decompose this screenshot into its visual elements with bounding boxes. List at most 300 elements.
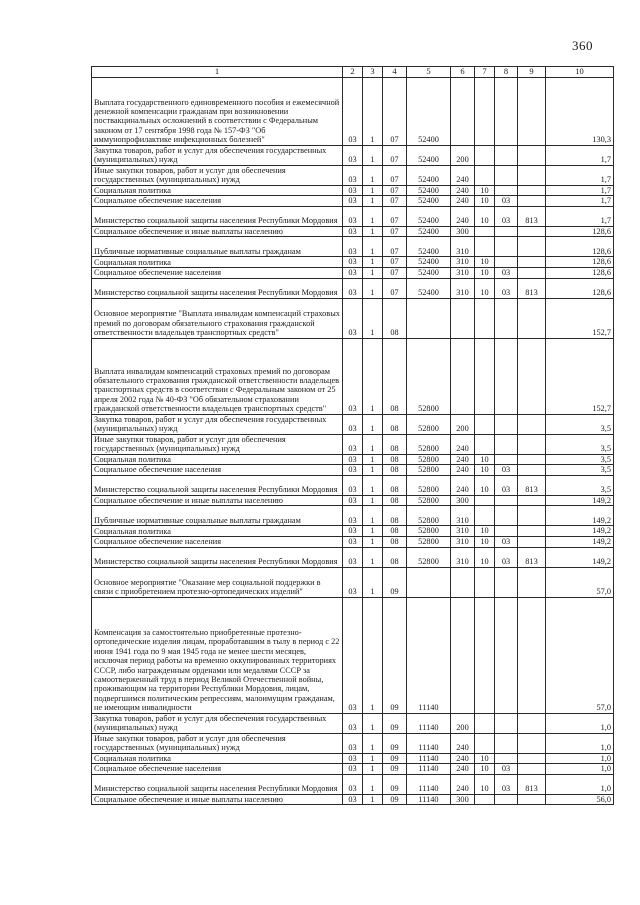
cell-col-3: 1 [363,536,383,547]
cell-description: Публичные нормативные социальные выплаты гражданам [92,506,343,526]
cell-amount: 149,2 [546,526,614,537]
cell-col-7: 10 [475,536,495,547]
cell-col-6: 240 [451,454,475,465]
cell-col-5: 52400 [407,185,451,196]
table-row [92,764,614,775]
cell-col-9 [518,567,546,597]
cell-col-3: 1 [363,526,383,537]
cell-description: Социальная политика [92,454,343,465]
cell-amount: 128,6 [546,237,614,257]
cell-col-8 [495,298,518,338]
cell-col-6: 240 [451,764,475,775]
cell-amount: 1,0 [546,764,614,775]
cell-col-6 [451,77,475,145]
table-row [92,567,614,597]
cell-col-7 [475,597,495,713]
cell-col-2: 03 [343,733,363,753]
cell-col-4: 07 [383,165,407,185]
cell-amount: 1,7 [546,185,614,196]
cell-col-7: 10 [475,465,495,476]
cell-col-5: 52400 [407,267,451,278]
cell-col-7 [475,506,495,526]
cell-col-3: 1 [363,454,383,465]
cell-col-4: 09 [383,713,407,733]
cell-col-3: 1 [363,278,383,298]
cell-col-9: 813 [518,206,546,226]
cell-col-3: 1 [363,794,383,805]
cell-col-3: 1 [363,475,383,495]
cell-col-9 [518,185,546,196]
cell-col-8 [495,414,518,434]
table-row [92,267,614,278]
cell-col-2: 03 [343,547,363,567]
cell-col-8: 03 [495,774,518,794]
cell-description: Социальное обеспечение населения [92,196,343,207]
cell-col-4: 09 [383,733,407,753]
header-amount: 10 [546,67,614,78]
cell-col-6: 240 [451,165,475,185]
cell-col-3: 1 [363,338,383,414]
cell-amount: 3,5 [546,465,614,476]
cell-col-3: 1 [363,733,383,753]
cell-col-7 [475,226,495,237]
cell-col-5: 52800 [407,547,451,567]
cell-col-6: 310 [451,267,475,278]
cell-amount: 149,2 [546,506,614,526]
cell-col-3: 1 [363,547,383,567]
cell-col-5: 11140 [407,733,451,753]
cell-col-9 [518,495,546,506]
cell-col-8 [495,257,518,268]
table-row [92,753,614,764]
cell-col-2: 03 [343,298,363,338]
cell-col-7: 10 [475,753,495,764]
table-row [92,774,614,794]
cell-col-8: 03 [495,465,518,476]
cell-col-4: 07 [383,226,407,237]
cell-col-4: 09 [383,794,407,805]
cell-col-6: 240 [451,434,475,454]
cell-col-2: 03 [343,567,363,597]
cell-col-4: 09 [383,764,407,775]
cell-col-3: 1 [363,597,383,713]
cell-col-3: 1 [363,465,383,476]
cell-amount: 149,2 [546,536,614,547]
cell-col-7: 10 [475,764,495,775]
cell-col-9 [518,733,546,753]
cell-col-5 [407,567,451,597]
cell-col-5: 52800 [407,338,451,414]
cell-description: Социальная политика [92,753,343,764]
cell-col-7: 10 [475,196,495,207]
cell-description: Социальное обеспечение населения [92,536,343,547]
cell-col-4: 08 [383,298,407,338]
cell-amount: 152,7 [546,338,614,414]
cell-col-8 [495,526,518,537]
cell-col-3: 1 [363,774,383,794]
cell-col-5: 52800 [407,526,451,537]
cell-col-7 [475,794,495,805]
table-row [92,733,614,753]
cell-col-8 [495,733,518,753]
cell-col-3: 1 [363,257,383,268]
cell-col-7 [475,298,495,338]
cell-col-5: 52400 [407,278,451,298]
table-row [92,465,614,476]
cell-col-5: 52800 [407,506,451,526]
table-row [92,506,614,526]
cell-col-2: 03 [343,237,363,257]
table-row [92,77,614,145]
cell-col-3: 1 [363,713,383,733]
cell-col-3: 1 [363,196,383,207]
cell-col-9 [518,526,546,537]
cell-amount: 3,5 [546,414,614,434]
cell-col-8 [495,753,518,764]
cell-col-5: 52400 [407,226,451,237]
cell-col-4: 07 [383,267,407,278]
cell-col-7 [475,165,495,185]
cell-col-7 [475,713,495,733]
cell-description: Социальное обеспечение и иные выплаты населению [92,495,343,506]
cell-col-8 [495,145,518,165]
cell-col-3: 1 [363,267,383,278]
cell-description: Публичные нормативные социальные выплаты гражданам [92,237,343,257]
cell-col-6: 240 [451,774,475,794]
cell-col-9 [518,298,546,338]
cell-amount: 1,0 [546,733,614,753]
cell-col-9 [518,597,546,713]
cell-col-7 [475,434,495,454]
cell-col-8: 03 [495,278,518,298]
cell-col-3: 1 [363,145,383,165]
cell-col-6: 310 [451,506,475,526]
cell-amount: 149,2 [546,547,614,567]
header-col-2: 2 [343,67,363,78]
cell-col-5: 11140 [407,774,451,794]
cell-col-6: 310 [451,237,475,257]
cell-col-3: 1 [363,206,383,226]
cell-col-6: 240 [451,733,475,753]
cell-col-4: 08 [383,506,407,526]
cell-col-7: 10 [475,185,495,196]
cell-col-4: 08 [383,338,407,414]
cell-col-5: 11140 [407,794,451,805]
table-row [92,338,614,414]
cell-description: Министерство социальной защиты населения Республики Мордовия [92,774,343,794]
cell-col-5: 52400 [407,206,451,226]
cell-description: Министерство социальной защиты населения Республики Мордовия [92,206,343,226]
cell-col-5: 52800 [407,465,451,476]
cell-col-5: 11140 [407,713,451,733]
cell-col-8: 03 [495,547,518,567]
table-row [92,237,614,257]
cell-col-4: 08 [383,526,407,537]
cell-col-3: 1 [363,226,383,237]
cell-col-3: 1 [363,567,383,597]
cell-col-9 [518,145,546,165]
cell-col-8 [495,226,518,237]
table-row [92,794,614,805]
cell-description: Социальная политика [92,257,343,268]
cell-amount: 1,7 [546,165,614,185]
cell-amount: 3,5 [546,434,614,454]
cell-col-9 [518,196,546,207]
cell-col-6: 310 [451,278,475,298]
cell-col-4: 08 [383,547,407,567]
cell-description: Иные закупки товаров, работ и услуг для обеспечения государственных (муниципальных) нужд [92,165,343,185]
header-col-8: 8 [495,67,518,78]
table-row [92,597,614,713]
cell-amount: 3,5 [546,475,614,495]
cell-col-5: 11140 [407,597,451,713]
table-row [92,278,614,298]
cell-amount: 128,6 [546,226,614,237]
cell-col-6 [451,338,475,414]
cell-col-5: 52400 [407,237,451,257]
cell-col-8: 03 [495,196,518,207]
cell-col-3: 1 [363,495,383,506]
cell-col-2: 03 [343,454,363,465]
cell-col-8 [495,794,518,805]
cell-description: Министерство социальной защиты населения Республики Мордовия [92,278,343,298]
cell-col-8 [495,713,518,733]
cell-amount: 128,6 [546,278,614,298]
cell-col-7 [475,495,495,506]
cell-col-8 [495,567,518,597]
cell-col-6 [451,298,475,338]
cell-amount: 149,2 [546,495,614,506]
cell-col-9 [518,77,546,145]
cell-col-2: 03 [343,77,363,145]
cell-col-7 [475,77,495,145]
cell-col-6: 310 [451,536,475,547]
cell-col-4: 07 [383,206,407,226]
cell-col-6: 240 [451,185,475,196]
cell-description: Социальное обеспечение населения [92,465,343,476]
cell-amount: 1,7 [546,196,614,207]
cell-col-7: 10 [475,257,495,268]
cell-col-5: 52400 [407,77,451,145]
cell-amount: 128,6 [546,257,614,268]
cell-amount: 128,6 [546,267,614,278]
table-row [92,526,614,537]
cell-col-6: 200 [451,713,475,733]
cell-col-9 [518,506,546,526]
cell-amount: 57,0 [546,597,614,713]
cell-col-2: 03 [343,434,363,454]
cell-col-8 [495,77,518,145]
cell-col-5: 11140 [407,764,451,775]
header-col-6: 6 [451,67,475,78]
cell-col-2: 03 [343,536,363,547]
cell-col-2: 03 [343,526,363,537]
cell-col-4: 07 [383,257,407,268]
cell-col-3: 1 [363,506,383,526]
cell-col-2: 03 [343,338,363,414]
cell-description: Основное мероприятие "Оказание мер социальной поддержки в связи с приобретением протезно-ортопедических изделий" [92,567,343,597]
cell-col-7 [475,733,495,753]
table-row [92,454,614,465]
cell-col-9: 813 [518,774,546,794]
cell-col-7 [475,414,495,434]
cell-col-2: 03 [343,278,363,298]
cell-col-2: 03 [343,597,363,713]
cell-col-3: 1 [363,753,383,764]
header-col-9: 9 [518,67,546,78]
cell-col-4: 08 [383,495,407,506]
cell-col-6 [451,567,475,597]
cell-col-6: 300 [451,495,475,506]
cell-col-7: 10 [475,526,495,537]
cell-col-2: 03 [343,495,363,506]
table-row [92,536,614,547]
cell-col-7: 10 [475,206,495,226]
table-row [92,226,614,237]
cell-description: Закупка товаров, работ и услуг для обеспечения государственных (муниципальных) нужд [92,414,343,434]
cell-description: Социальное обеспечение населения [92,267,343,278]
cell-col-5: 11140 [407,753,451,764]
cell-col-8 [495,185,518,196]
cell-col-2: 03 [343,475,363,495]
cell-col-3: 1 [363,237,383,257]
cell-col-5: 52400 [407,165,451,185]
cell-col-9 [518,267,546,278]
cell-amount: 130,3 [546,77,614,145]
cell-description: Социальное обеспечение населения [92,764,343,775]
cell-col-2: 03 [343,185,363,196]
cell-description: Иные закупки товаров, работ и услуг для обеспечения государственных (муниципальных) нужд [92,733,343,753]
cell-col-9 [518,794,546,805]
cell-col-8: 03 [495,475,518,495]
table-row [92,414,614,434]
cell-col-4: 07 [383,77,407,145]
cell-col-4: 07 [383,278,407,298]
cell-col-9 [518,434,546,454]
table-row [92,257,614,268]
cell-col-7: 10 [475,278,495,298]
cell-col-2: 03 [343,753,363,764]
cell-col-7: 10 [475,547,495,567]
cell-col-9 [518,226,546,237]
cell-amount: 152,7 [546,298,614,338]
cell-col-7: 10 [475,475,495,495]
cell-col-4: 08 [383,475,407,495]
cell-col-9: 813 [518,475,546,495]
cell-col-8: 03 [495,267,518,278]
table-row [92,547,614,567]
cell-amount: 3,5 [546,454,614,465]
cell-col-7 [475,237,495,257]
cell-col-2: 03 [343,196,363,207]
cell-col-9 [518,536,546,547]
cell-col-9 [518,454,546,465]
cell-col-6: 310 [451,547,475,567]
cell-description: Иные закупки товаров, работ и услуг для обеспечения государственных (муниципальных) нужд [92,434,343,454]
cell-col-3: 1 [363,77,383,145]
cell-col-4: 08 [383,434,407,454]
cell-description: Компенсация за самостоятельно приобретенные протезно-ортопедические изделия лицам, проработавшим в тылу в период с 22 июня 1941 года по 9 мая 1945 года не менее шести месяцев, исключая период работы на временно оккупированных территориях СССР, либо награжденным орденами или медалями СССР за самоотверженный труд в период Великой Отечественной войны, проживающим на территории Республики Мордовия, лицам, подвергшимся политическим репрессиям, малоимущим гражданам, не имеющим инвалидности [92,597,343,713]
cell-col-5: 52800 [407,475,451,495]
cell-col-4: 08 [383,536,407,547]
cell-col-2: 03 [343,713,363,733]
cell-col-6: 200 [451,145,475,165]
cell-description: Закупка товаров, работ и услуг для обеспечения государственных (муниципальных) нужд [92,713,343,733]
cell-description: Выплата государственного единовременного пособия и ежемесячной денежной компенсации гражданам при возникновении поствакцинальных осложнений в соответствии с Федеральным законом от 17 сентября 1998 года № 157-ФЗ "Об иммунопрофилактике инфекционных болезней" [92,77,343,145]
cell-col-6: 300 [451,226,475,237]
page-number: 360 [572,38,593,53]
cell-col-3: 1 [363,434,383,454]
cell-col-9 [518,764,546,775]
cell-description: Выплата инвалидам компенсаций страховых премий по договорам обязательного страхования гражданской ответственности владельцев транспортных средств в соответствии с Федеральным законом от 25 апреля 2002 года № 40-ФЗ "Об обязательном страховании гражданской ответственности владельцев транспортных средств" [92,338,343,414]
cell-description: Министерство социальной защиты населения Республики Мордовия [92,475,343,495]
cell-col-8 [495,434,518,454]
cell-col-9 [518,414,546,434]
cell-col-7: 10 [475,774,495,794]
table-row [92,206,614,226]
cell-col-4: 08 [383,454,407,465]
cell-col-7 [475,338,495,414]
cell-col-8 [495,237,518,257]
cell-col-9 [518,237,546,257]
cell-col-4: 07 [383,185,407,196]
cell-col-6: 240 [451,465,475,476]
cell-col-7: 10 [475,267,495,278]
table-row [92,185,614,196]
cell-col-6: 240 [451,753,475,764]
table-row [92,196,614,207]
cell-col-5: 52400 [407,196,451,207]
cell-col-8: 03 [495,764,518,775]
cell-col-2: 03 [343,764,363,775]
cell-amount: 1,7 [546,145,614,165]
cell-col-5: 52800 [407,454,451,465]
cell-col-9: 813 [518,547,546,567]
cell-col-9 [518,753,546,764]
cell-col-6: 300 [451,794,475,805]
cell-col-4: 09 [383,774,407,794]
cell-col-6: 240 [451,196,475,207]
cell-col-2: 03 [343,506,363,526]
cell-col-8: 03 [495,206,518,226]
cell-col-9 [518,165,546,185]
table-row [92,145,614,165]
cell-amount: 1,0 [546,713,614,733]
cell-col-4: 09 [383,753,407,764]
cell-col-2: 03 [343,165,363,185]
cell-col-3: 1 [363,185,383,196]
header-col-7: 7 [475,67,495,78]
cell-col-2: 03 [343,794,363,805]
cell-col-4: 07 [383,145,407,165]
cell-col-9: 813 [518,278,546,298]
cell-description: Социальная политика [92,185,343,196]
cell-col-6: 310 [451,526,475,537]
cell-col-7 [475,145,495,165]
cell-col-6: 310 [451,257,475,268]
table-row [92,475,614,495]
cell-col-8 [495,338,518,414]
cell-col-8 [495,506,518,526]
cell-description: Основное мероприятие "Выплата инвалидам компенсаций страховых премий по договорам обязательного страхования гражданской ответственности владельцев транспортных средств" [92,298,343,338]
cell-col-5: 52400 [407,145,451,165]
cell-col-5 [407,298,451,338]
cell-col-7 [475,567,495,597]
cell-col-4: 09 [383,597,407,713]
header-col-5: 5 [407,67,451,78]
table-row [92,713,614,733]
cell-col-4: 09 [383,567,407,597]
